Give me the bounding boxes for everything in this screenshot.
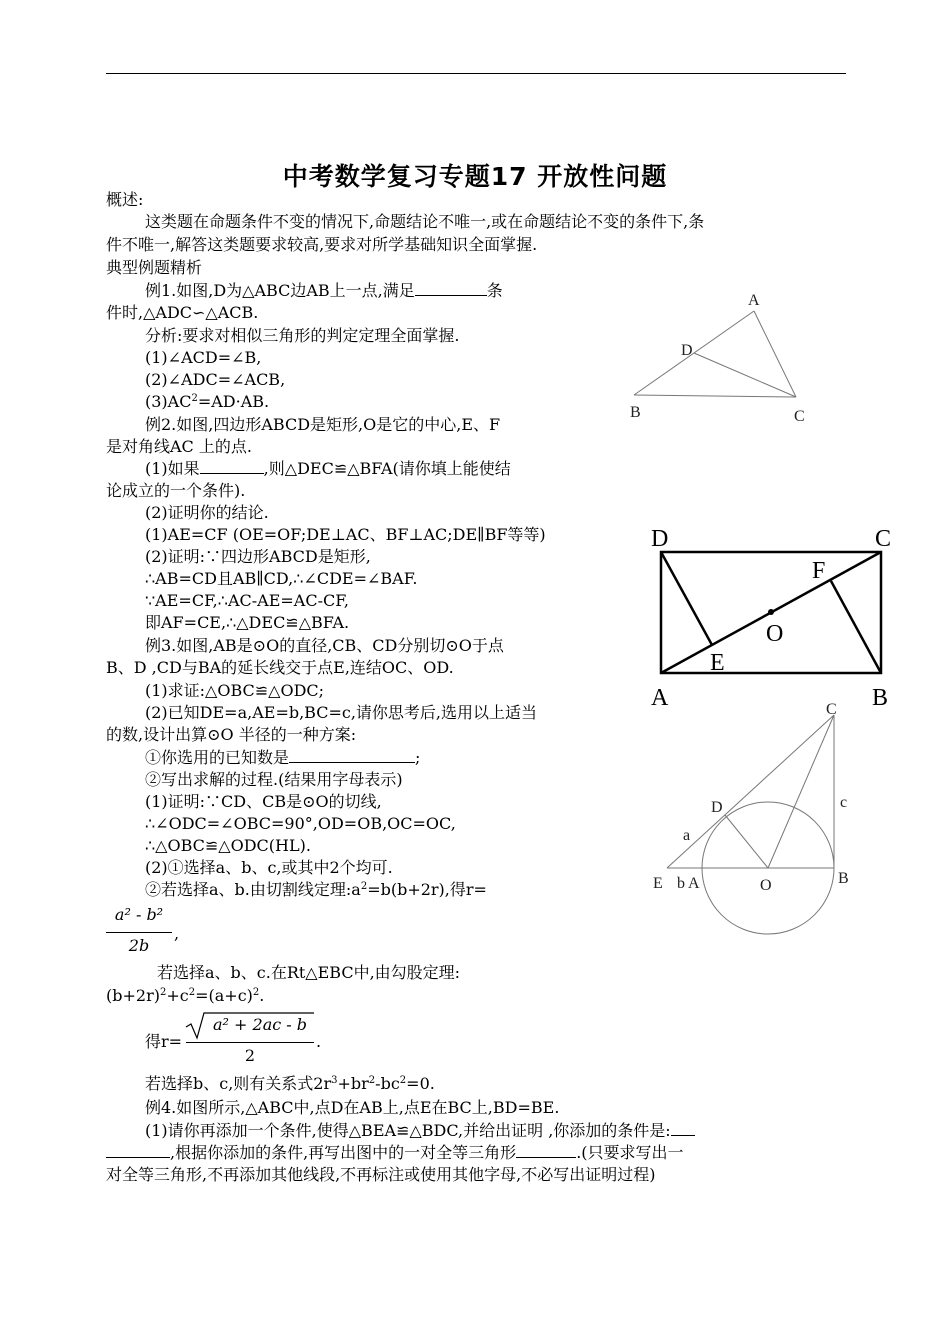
ex1-label-c: C: [794, 408, 805, 425]
ex2-blank[interactable]: [200, 459, 264, 474]
ex3-tangent-ec: [667, 715, 834, 868]
ex2-line-2: 是对角线AC 上的点.: [106, 437, 252, 456]
ex3-label-c-lower: c: [840, 794, 848, 811]
ex3-answer-2: ∴∠ODC=∠OBC=90°,OD=OB,OC=OC,: [145, 814, 456, 833]
ex2-label-a: A: [651, 685, 669, 711]
ex4-blank-1a[interactable]: [671, 1121, 695, 1136]
ex2-label-f: F: [812, 558, 826, 584]
ex1-line-2: 件时,△ADC∽△ACB.: [106, 303, 259, 322]
ex1-label-a: A: [748, 292, 760, 309]
ex2-center-dot: [768, 609, 774, 615]
ex4-line-2: (1)请你再添加一个条件,使得△BEA≌△BDC,并给出证明 ,你添加的条件是:: [145, 1121, 695, 1141]
ex1-side-ac: [754, 311, 796, 397]
ex2-answer-1: (1)AE=CF (OE=OF;DE⊥AC、BF⊥AC;DE∥BF等等): [145, 525, 546, 544]
ex2-question-2: (2)证明你的结论.: [145, 503, 269, 522]
ex3-answer-5: ②若选择a、b.由切割线定理$:a^2=b(b+2r)$,得r=: [145, 880, 487, 899]
overview-heading: 概述:: [106, 190, 144, 209]
ex3-line-1: 例3.如图,AB是⊙O的直径,CB、CD分别切⊙O于点: [145, 636, 504, 655]
ex2-answer-4: ∵AE=CF,∴AC-AE=AC-CF,: [145, 591, 349, 610]
ex3-question-2-part-2: ②写出求解的过程.(结果用字母表示): [145, 770, 403, 789]
ex4-blank-1b[interactable]: [106, 1143, 170, 1158]
ex3-answer-4: (2)①选择a、b、c,或其中2个均可.: [145, 858, 393, 877]
ex3-fraction-2-tail: .: [316, 1032, 322, 1051]
overview-line-2: 件不唯一,解答这类题要求较高,要求对所学基础知识全面掌握.: [106, 235, 538, 254]
ex3-question-2-cont: 的数,设计出算⊙O 半径的一种方案:: [106, 725, 357, 744]
ex2-line-1: 例2.如图,四边形ABCD是矩形,O是它的中心,E、F: [145, 415, 501, 434]
ex4-line-1: 例4.如图所示,△ABC中,点D在AB上,点E在BC上,BD=BE.: [145, 1098, 560, 1117]
ex3-fraction-1-bar: [106, 932, 172, 933]
ex1-line-1: 例1.如图,D为△ABC边AB上一点,满足 条: [145, 281, 503, 300]
ex2-label-b: B: [872, 685, 889, 711]
ex3-label-a-lower: a: [683, 827, 691, 844]
ex2-question-1: (1)如果 ,则△DEC≌△BFA(请你填上能使结: [145, 459, 511, 478]
ex1-answer-3: $(3)AC^2=AD\cdot AB$.: [145, 392, 270, 411]
ex3-fraction-2-denominator: 2: [244, 1046, 256, 1065]
ex2-label-c: C: [875, 526, 892, 552]
header-rule: [106, 73, 846, 74]
ex3-segment-od: [725, 815, 768, 868]
ex3-fraction-2-numerator: a² + 2ac - b: [212, 1015, 308, 1034]
ex3-fraction-1-tail: ,: [174, 924, 180, 943]
ex1-analysis: 分析:要求对相似三角形的判定定理全面掌握.: [145, 326, 460, 345]
ex1-side-bc: [634, 395, 796, 397]
ex3-figure: [645, 700, 865, 940]
ex2-answer-3: ∴AB=CD且AB∥CD,∴∠CDE=∠BAF.: [145, 569, 418, 588]
ex3-question-1: (1)求证:△OBC≌△ODC;: [145, 681, 325, 700]
ex3-answer-3: ∴△OBC≌△ODC(HL).: [145, 836, 311, 855]
overview-line-1: 这类题在命题条件不变的情况下,命题结论不唯一,或在命题结论不变的条件下,条: [145, 212, 705, 231]
ex2-segment-de: [661, 552, 712, 645]
ex1-segment-dc: [694, 353, 796, 397]
ex3-label-e: E: [653, 875, 663, 892]
ex3-blank[interactable]: [289, 748, 415, 763]
ex3-question-2-part-1: ①你选用的已知数是 ;: [145, 748, 421, 767]
ex3-answer-1: (1)证明:∵CD、CB是⊙O的切线,: [145, 792, 382, 811]
ex1-label-d: D: [681, 342, 693, 359]
ex3-answer-9: 若选择b、c,则有关系式$2r^3+br^2-bc^2=0$.: [145, 1074, 435, 1093]
ex2-label-d: D: [651, 526, 669, 552]
ex2-label-e: E: [710, 650, 725, 676]
ex2-question-1-cont: 论成立的一个条件).: [106, 481, 246, 500]
page-title: 中考数学复习专题17 开放性问题: [282, 162, 668, 191]
ex2-figure: [640, 520, 900, 715]
ex3-label-b: B: [838, 870, 849, 887]
ex2-answer-5: 即AF=CE,∴△DEC≌△BFA.: [145, 613, 350, 632]
ex3-label-o: O: [760, 877, 772, 894]
ex3-label-b-lower: b: [677, 875, 685, 892]
ex3-label-d: D: [711, 799, 723, 816]
ex2-segment-bf: [831, 581, 881, 673]
ex3-question-2: (2)已知DE=a,AE=b,BC=c,请你思考后,选用以上适当: [145, 703, 538, 722]
ex4-line-4: 对全等三角形,不再添加其他线段,不再标注或使用其他字母,不必写出证明过程): [106, 1165, 656, 1184]
ex4-line-3: ,根据你添加的条件,再写出图中的一对全等三角形 .(只要求写出一: [106, 1143, 684, 1163]
ex3-answer-7: $(b+2r)^2+c^2=(a+c)^2$.: [106, 986, 265, 1005]
ex3-answer-8-prefix: 得r=: [145, 1032, 183, 1051]
ex1-answer-2: (2)∠ADC=∠ACB,: [145, 370, 286, 389]
ex3-answer-6: 若选择a、b、c.在Rt△EBC中,由勾股定理:: [157, 963, 461, 982]
ex3-line-2: B、D ,CD与BA的延长线交于点E,连结OC、OD.: [106, 658, 454, 677]
ex1-answer-1: (1)∠ACD=∠B,: [145, 348, 262, 367]
ex3-segment-oc: [768, 715, 834, 868]
ex1-blank[interactable]: [415, 281, 487, 296]
ex3-fraction-2-bar: [186, 1042, 314, 1043]
section-heading: 典型例题精析: [106, 258, 203, 277]
ex3-fraction-1-denominator: 2b: [128, 936, 150, 955]
ex3-label-a: A: [688, 875, 700, 892]
ex2-answer-2: (2)证明:∵四边形ABCD是矩形,: [145, 547, 371, 566]
ex1-figure: [620, 285, 820, 430]
ex2-label-o: O: [766, 621, 784, 647]
ex3-fraction-1-numerator: a² - b²: [114, 905, 164, 924]
ex3-label-c: C: [826, 701, 837, 718]
ex4-blank-2[interactable]: [516, 1143, 576, 1158]
ex1-label-b: B: [630, 404, 641, 421]
